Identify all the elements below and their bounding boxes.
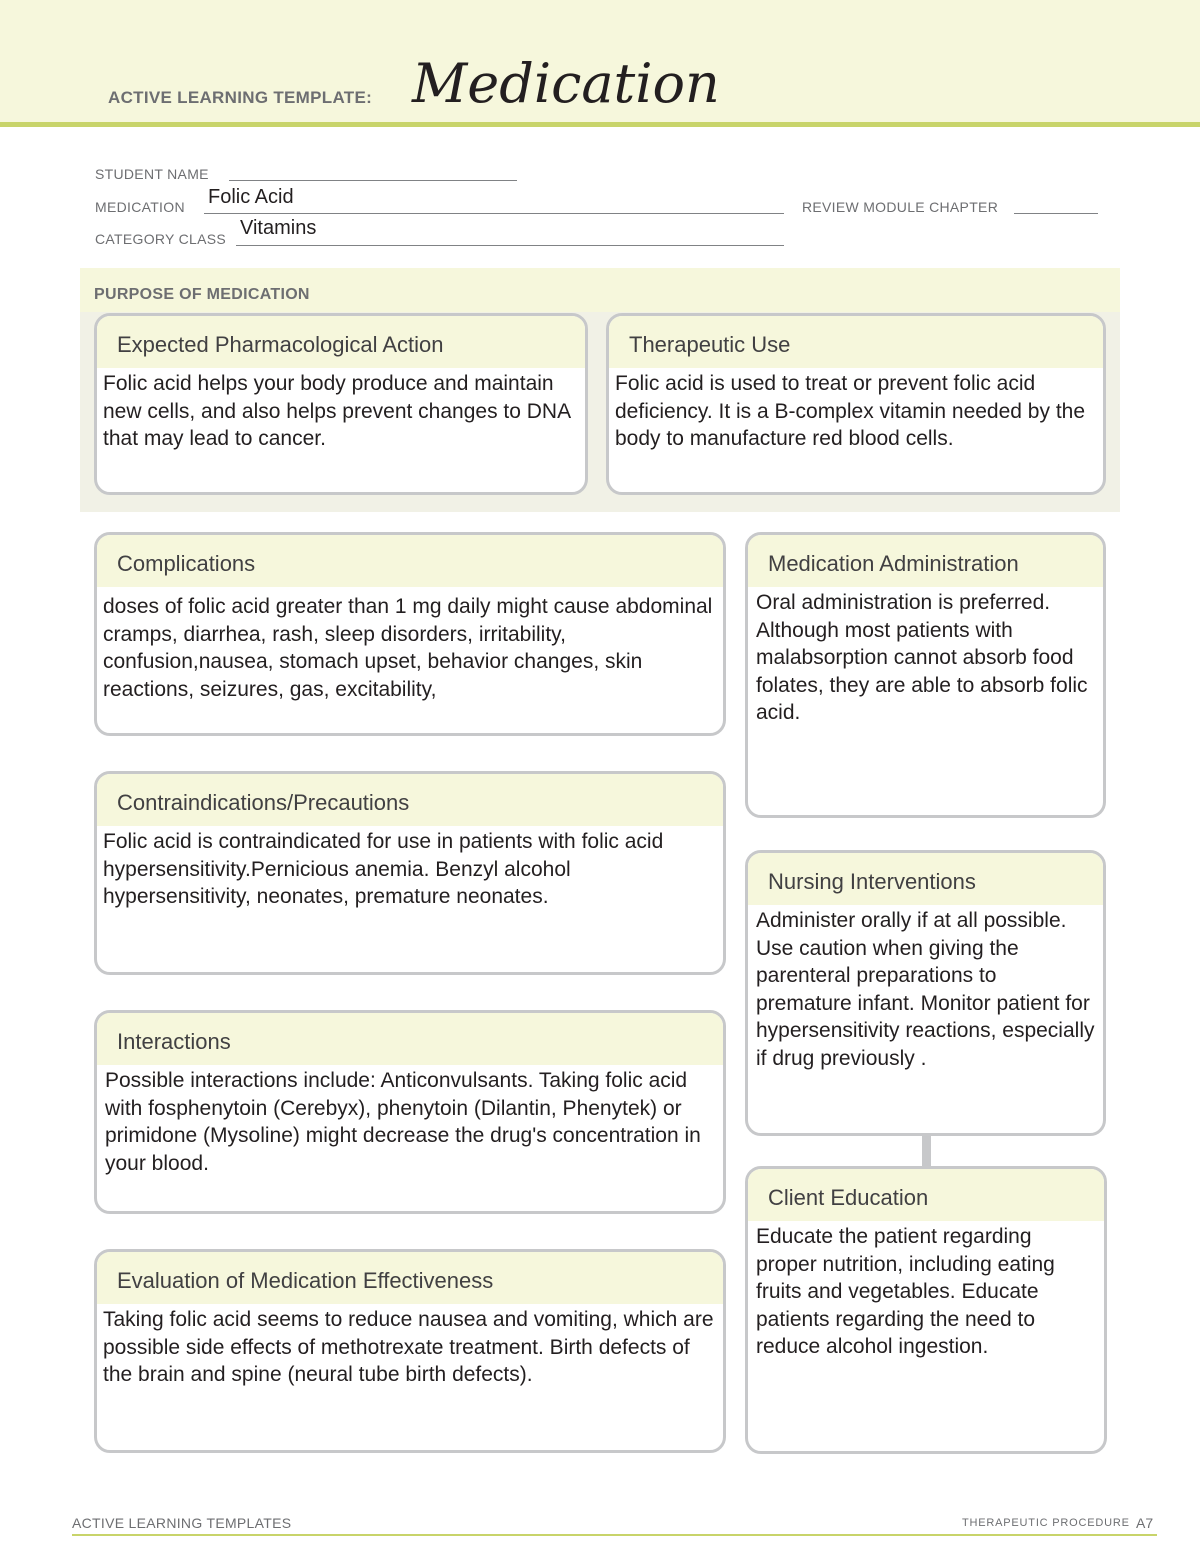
expected-action-heading: Expected Pharmacological Action bbox=[97, 316, 585, 368]
contraindications-box bbox=[94, 771, 726, 975]
medication-value: Folic Acid bbox=[208, 186, 294, 208]
complications-text[interactable]: doses of folic acid greater than 1 mg daily might cause abdominal cramps, diarrhea, rash, sleep disorders, irritability, confusion,nausea, stomach upset, behavior changes, skin reactions, seizures, gas, excitability, bbox=[103, 595, 713, 701]
footer-right-label: THERAPEUTIC PROCEDURE bbox=[962, 1517, 1130, 1529]
purpose-title: PURPOSE OF MEDICATION bbox=[94, 286, 310, 303]
medication-administration-heading: Medication Administration bbox=[748, 535, 1103, 587]
nursing-interventions-box bbox=[745, 850, 1106, 1136]
student-name-field[interactable] bbox=[229, 180, 517, 181]
client-education-text[interactable]: Educate the patient regarding proper nutrition, including eating fruits and vegetables. Educate patients regarding the need to reduce alcohol ingestion. bbox=[756, 1225, 1055, 1358]
interactions-text[interactable]: Possible interactions include: Anticonvulsants. Taking folic acid with fosphenytoin (Cerebyx), phenytoin (Dilantin, Phenytek) or primidone (Mysoline) might decrease the drug's concentration in your blood. bbox=[105, 1069, 701, 1175]
footer-left-label: ACTIVE LEARNING TEMPLATES bbox=[72, 1515, 292, 1531]
evaluation-text[interactable]: Taking folic acid seems to reduce nausea and vomiting, which are possible side effects of methotrexate treatment. Birth defects of the brain and spine (neural tube birth defects). bbox=[103, 1308, 714, 1386]
header-divider bbox=[0, 122, 1200, 127]
evaluation-heading: Evaluation of Medication Effectiveness bbox=[97, 1252, 723, 1304]
page-title: Medication bbox=[412, 52, 720, 115]
expected-action-text[interactable]: Folic acid helps your body produce and maintain new cells, and also helps prevent changes to DNA that may lead to cancer. bbox=[103, 372, 570, 450]
page-number: A7 bbox=[1136, 1515, 1154, 1531]
therapeutic-use-text[interactable]: Folic acid is used to treat or prevent folic acid deficiency. It is a B-complex vitamin needed by the body to manufacture red blood cells. bbox=[615, 372, 1086, 450]
review-module-label: REVIEW MODULE CHAPTER bbox=[802, 199, 999, 215]
medication-administration-box bbox=[745, 532, 1106, 818]
interactions-box bbox=[94, 1010, 726, 1214]
evaluation-box bbox=[94, 1249, 726, 1453]
category-class-label: CATEGORY CLASS bbox=[95, 231, 227, 247]
contraindications-heading: Contraindications/Precautions bbox=[97, 774, 723, 826]
contraindications-text[interactable]: Folic acid is contraindicated for use in patients with folic acid hypersensitivity.Pernicious anemia. Benzyl alcohol hypersensitivity, neonates, premature neonates. bbox=[103, 830, 664, 908]
medication-field[interactable] bbox=[204, 213, 784, 214]
nursing-interventions-heading: Nursing Interventions bbox=[748, 853, 1103, 905]
interactions-heading: Interactions bbox=[97, 1013, 723, 1065]
footer-divider bbox=[72, 1534, 1157, 1536]
review-module-field[interactable] bbox=[1014, 213, 1098, 214]
template-label: ACTIVE LEARNING TEMPLATE: bbox=[108, 88, 373, 107]
connector-bar bbox=[922, 1134, 931, 1168]
medication-label: MEDICATION bbox=[95, 199, 185, 215]
therapeutic-use-heading: Therapeutic Use bbox=[609, 316, 1103, 368]
therapeutic-use-box bbox=[606, 313, 1106, 495]
expected-action-box bbox=[94, 313, 588, 495]
medication-administration-text[interactable]: Oral administration is preferred. Although most patients with malabsorption cannot absorb food folates, they are able to absorb folic acid. bbox=[756, 591, 1088, 724]
nursing-interventions-text[interactable]: Administer orally if at all possible. Use caution when giving the parenteral preparations to premature infant. Monitor patient for hypersensitivity reactions, especially if drug previously . bbox=[756, 909, 1095, 1070]
student-name-label: STUDENT NAME bbox=[95, 166, 209, 182]
category-class-field[interactable] bbox=[236, 245, 784, 246]
client-education-box bbox=[745, 1166, 1107, 1454]
complications-box bbox=[94, 532, 726, 736]
client-education-heading: Client Education bbox=[748, 1169, 1104, 1221]
complications-heading: Complications bbox=[97, 535, 723, 587]
category-class-value: Vitamins bbox=[240, 217, 317, 239]
